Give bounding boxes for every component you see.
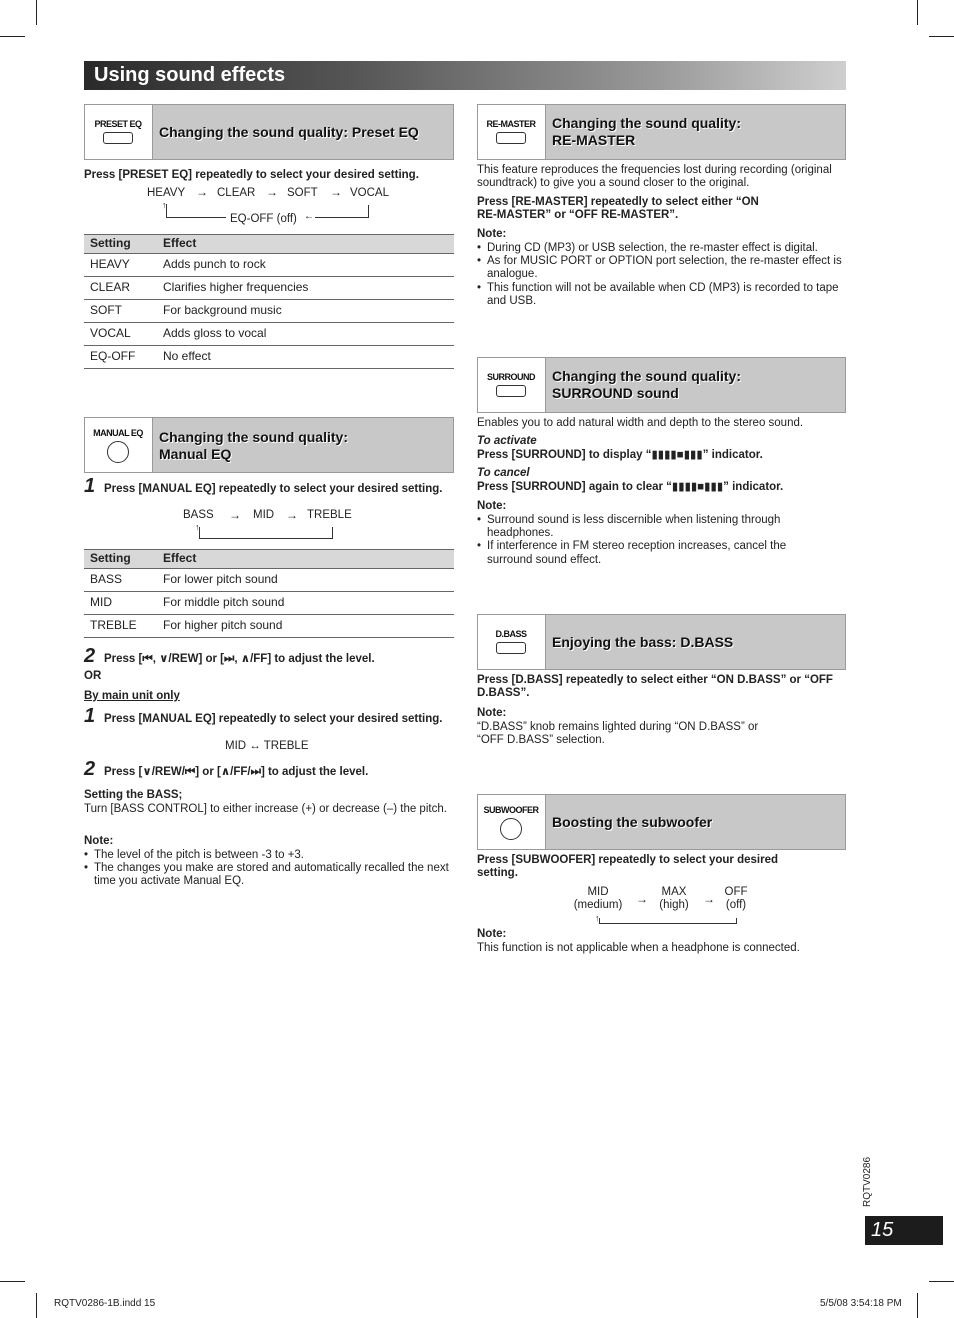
arrow-right-icon: → xyxy=(636,892,648,906)
step-number: 2 xyxy=(84,645,96,667)
table-row xyxy=(84,346,454,369)
crop-mark xyxy=(929,1281,954,1282)
cycle-return-line xyxy=(199,527,333,539)
table-cell: Clarifies higher frequencies xyxy=(157,277,454,300)
preset-eq-instruction: Press [PRESET EQ] repeatedly to select your desired setting. xyxy=(84,169,419,181)
preset-eq-icon xyxy=(85,105,153,159)
cycle-return-line xyxy=(368,205,369,218)
cycle-item-sub: (high) xyxy=(659,899,689,912)
preset-eq-table xyxy=(84,234,454,369)
manual-eq-icon xyxy=(85,418,153,472)
surround-desc: Enables you to add natural width and depth to the stereo sound. xyxy=(477,417,804,429)
manual-eq-header xyxy=(84,417,454,473)
crop-mark xyxy=(929,36,954,37)
note-label: Note: xyxy=(477,500,507,512)
cycle-item-sub: (off) xyxy=(725,899,747,912)
table-row xyxy=(84,300,454,323)
note-item: • During CD (MP3) or USB selection, the re-master effect is digital. xyxy=(477,242,845,255)
table-cell: BASS xyxy=(84,569,157,592)
table-header: Setting xyxy=(84,550,157,569)
preset-eq-title: Changing the sound quality: Preset EQ xyxy=(159,124,419,140)
manual-eq-title-line1: Changing the sound quality: xyxy=(159,429,348,445)
dbass-title: Enjoying the bass: D.BASS xyxy=(552,634,734,650)
manual-eq-notes xyxy=(84,849,452,889)
crop-mark xyxy=(36,0,37,25)
note-label: Note: xyxy=(477,707,507,719)
table-header: Setting xyxy=(84,235,157,254)
table-cell: CLEAR xyxy=(84,277,157,300)
cycle-return-label: EQ-OFF (off) xyxy=(230,213,297,225)
cycle-item xyxy=(650,886,698,912)
remaster-title-line1: Changing the sound quality: xyxy=(552,115,741,131)
preset-eq-header xyxy=(84,104,454,160)
note-item: • The level of the pitch is between -3 to +3. xyxy=(84,849,452,862)
note-label: Note: xyxy=(477,928,507,940)
or-label: OR xyxy=(84,670,102,682)
table-row xyxy=(84,592,454,615)
table-row xyxy=(84,569,454,592)
step-text: Press [⏮, ∨/REW] or [⏭, ∧/FF] to adjust the level. xyxy=(104,653,375,665)
remaster-notes xyxy=(477,242,845,308)
note-item: • Surround sound is less discernible when listening through headphones. xyxy=(477,514,822,540)
subwoofer-icon-label: SUBWOOFER xyxy=(483,805,539,815)
step-text: Press [∨/REW/⏮] or [∧/FF/⏭] to adjust the level. xyxy=(104,766,369,778)
table-row xyxy=(84,323,454,346)
surround-icon xyxy=(478,358,546,412)
page-title-bar xyxy=(84,61,846,90)
footer-file: RQTV0286-1B.indd 15 xyxy=(54,1298,156,1309)
table-cell: MID xyxy=(84,592,157,615)
table-cell: TREBLE xyxy=(84,615,157,638)
dbass-note: “D.BASS” knob remains lighted during “ON D.BASS” or “OFF D.BASS” selection. xyxy=(477,721,759,747)
crop-mark xyxy=(0,36,25,37)
table-cell: HEAVY xyxy=(84,254,157,277)
knob-shape-icon xyxy=(500,818,522,840)
note-label: Note: xyxy=(477,228,507,240)
doc-code: RQTV0286 xyxy=(862,1156,873,1207)
cycle-item: CLEAR xyxy=(217,187,256,199)
button-shape-icon xyxy=(496,132,526,144)
crop-mark xyxy=(36,1293,37,1318)
table-cell: For lower pitch sound xyxy=(157,569,454,592)
table-cell: For background music xyxy=(157,300,454,323)
bass-heading: Setting the BASS; xyxy=(84,789,183,801)
cycle-item: HEAVY xyxy=(147,187,186,199)
surround-header xyxy=(477,357,846,413)
subwoofer-header xyxy=(477,794,846,850)
remaster-desc: This feature reproduces the frequencies lost during recording (original soundtrack) to give you a sound closer to the original. xyxy=(477,164,832,190)
cycle-item-sub: (medium) xyxy=(573,899,623,912)
surround-icon-label: SURROUND xyxy=(486,372,535,382)
arrow-right-icon: → xyxy=(330,185,342,199)
subwoofer-note: This function is not applicable when a headphone is connected. xyxy=(477,942,800,954)
note-item: • If interference in FM stereo reception increases, cancel the surround sound effect. xyxy=(477,540,822,566)
remaster-instruction: Press [RE-MASTER] repeatedly to select either “ON RE-MASTER” or “OFF RE-MASTER”. xyxy=(477,196,759,222)
button-shape-icon xyxy=(496,642,526,654)
surround-notes xyxy=(477,514,822,567)
remaster-title-line2: RE-MASTER xyxy=(552,132,636,148)
surround-title-line2: SURROUND sound xyxy=(552,385,679,401)
page-number: 15 xyxy=(865,1216,943,1245)
step-text: Press [MANUAL EQ] repeatedly to select your desired setting. xyxy=(104,483,443,495)
arrow-up-icon: ↑ xyxy=(162,200,167,210)
table-row xyxy=(84,254,454,277)
dbass-header xyxy=(477,614,846,670)
cycle-item xyxy=(568,886,628,912)
arrow-up-icon: ↑ xyxy=(195,522,200,532)
crop-mark xyxy=(0,1281,25,1282)
knob-shape-icon xyxy=(107,441,129,463)
arrow-right-icon: → xyxy=(196,185,208,199)
bass-text: Turn [BASS CONTROL] to either increase (+) or decrease (–) the pitch. xyxy=(84,803,447,815)
arrow-left-icon: ← xyxy=(304,211,314,222)
arrow-right-icon: → xyxy=(703,892,715,906)
cancel-text: Press [SURROUND] again to clear “▮▮▮▮■▮▮▮” indicator. xyxy=(477,481,784,493)
subwoofer-instruction: Press [SUBWOOFER] repeatedly to select your desired setting. xyxy=(477,854,779,880)
cycle-item-name: MAX xyxy=(661,886,687,898)
remaster-icon-label: RE-MASTER xyxy=(486,119,536,129)
subwoofer-title: Boosting the subwoofer xyxy=(552,814,713,830)
manual-eq-title-line2: Manual EQ xyxy=(159,446,232,462)
table-cell: For higher pitch sound xyxy=(157,615,454,638)
cancel-label: To cancel xyxy=(477,467,530,479)
cycle-item: TREBLE xyxy=(307,509,352,521)
subwoofer-icon xyxy=(478,795,546,849)
cycle-item: MID xyxy=(253,509,275,521)
cycle-return-line xyxy=(166,217,226,218)
cycle-item-name: OFF xyxy=(724,886,748,898)
dbass-icon-label: D.BASS xyxy=(495,629,527,639)
button-shape-icon xyxy=(103,132,133,144)
arrow-up-icon: ↑ xyxy=(595,913,600,923)
cycle-item-name: MID xyxy=(587,886,609,898)
remaster-header xyxy=(477,104,846,160)
table-cell: For middle pitch sound xyxy=(157,592,454,615)
table-header: Effect xyxy=(157,550,454,569)
mid-treble-toggle: MID ↔ TREBLE xyxy=(225,740,309,752)
page-title: Using sound effects xyxy=(94,64,286,86)
table-cell: EQ-OFF xyxy=(84,346,157,369)
note-item: • The changes you make are stored and automatically recalled the next time you activate Manual EQ. xyxy=(84,862,452,888)
note-item: • This function will not be available when CD (MP3) is recorded to tape and USB. xyxy=(477,282,845,308)
step-number: 1 xyxy=(84,705,96,727)
table-cell: SOFT xyxy=(84,300,157,323)
activate-text: Press [SURROUND] to display “▮▮▮▮■▮▮▮” indicator. xyxy=(477,449,763,461)
cycle-item: SOFT xyxy=(287,187,318,199)
arrow-right-icon: → xyxy=(229,508,241,522)
note-label: Note: xyxy=(84,835,114,847)
table-cell: Adds punch to rock xyxy=(157,254,454,277)
main-unit-label: By main unit only xyxy=(84,690,180,702)
table-cell: No effect xyxy=(157,346,454,369)
footer-timestamp: 5/5/08 3:54:18 PM xyxy=(820,1298,902,1309)
table-row xyxy=(84,615,454,638)
table-header: Effect xyxy=(157,235,454,254)
note-item: • As for MUSIC PORT or OPTION port selection, the re-master effect is analogue. xyxy=(477,255,845,281)
cycle-item xyxy=(718,886,754,912)
cycle-return-line xyxy=(315,217,369,218)
crop-mark xyxy=(917,0,918,25)
dbass-icon xyxy=(478,615,546,669)
table-cell: VOCAL xyxy=(84,323,157,346)
manual-eq-table xyxy=(84,549,454,638)
cycle-return-line xyxy=(599,918,737,924)
dbass-instruction: Press [D.BASS] repeatedly to select either “ON D.BASS” or “OFF D.BASS”. xyxy=(477,674,833,700)
manual-eq-icon-label: MANUAL EQ xyxy=(93,428,143,438)
arrow-right-icon: → xyxy=(286,508,298,522)
surround-title-line1: Changing the sound quality: xyxy=(552,368,741,384)
crop-mark xyxy=(917,1293,918,1318)
table-cell: Adds gloss to vocal xyxy=(157,323,454,346)
table-row xyxy=(84,277,454,300)
button-shape-icon xyxy=(496,385,526,397)
step-text: Press [MANUAL EQ] repeatedly to select your desired setting. xyxy=(104,713,443,725)
step-number: 2 xyxy=(84,758,96,780)
cycle-item: BASS xyxy=(183,509,214,521)
activate-label: To activate xyxy=(477,435,537,447)
step-number: 1 xyxy=(84,475,96,497)
arrow-right-icon: → xyxy=(266,185,278,199)
cycle-item: VOCAL xyxy=(350,187,389,199)
remaster-icon xyxy=(478,105,546,159)
preset-eq-icon-label: PRESET EQ xyxy=(94,119,142,129)
